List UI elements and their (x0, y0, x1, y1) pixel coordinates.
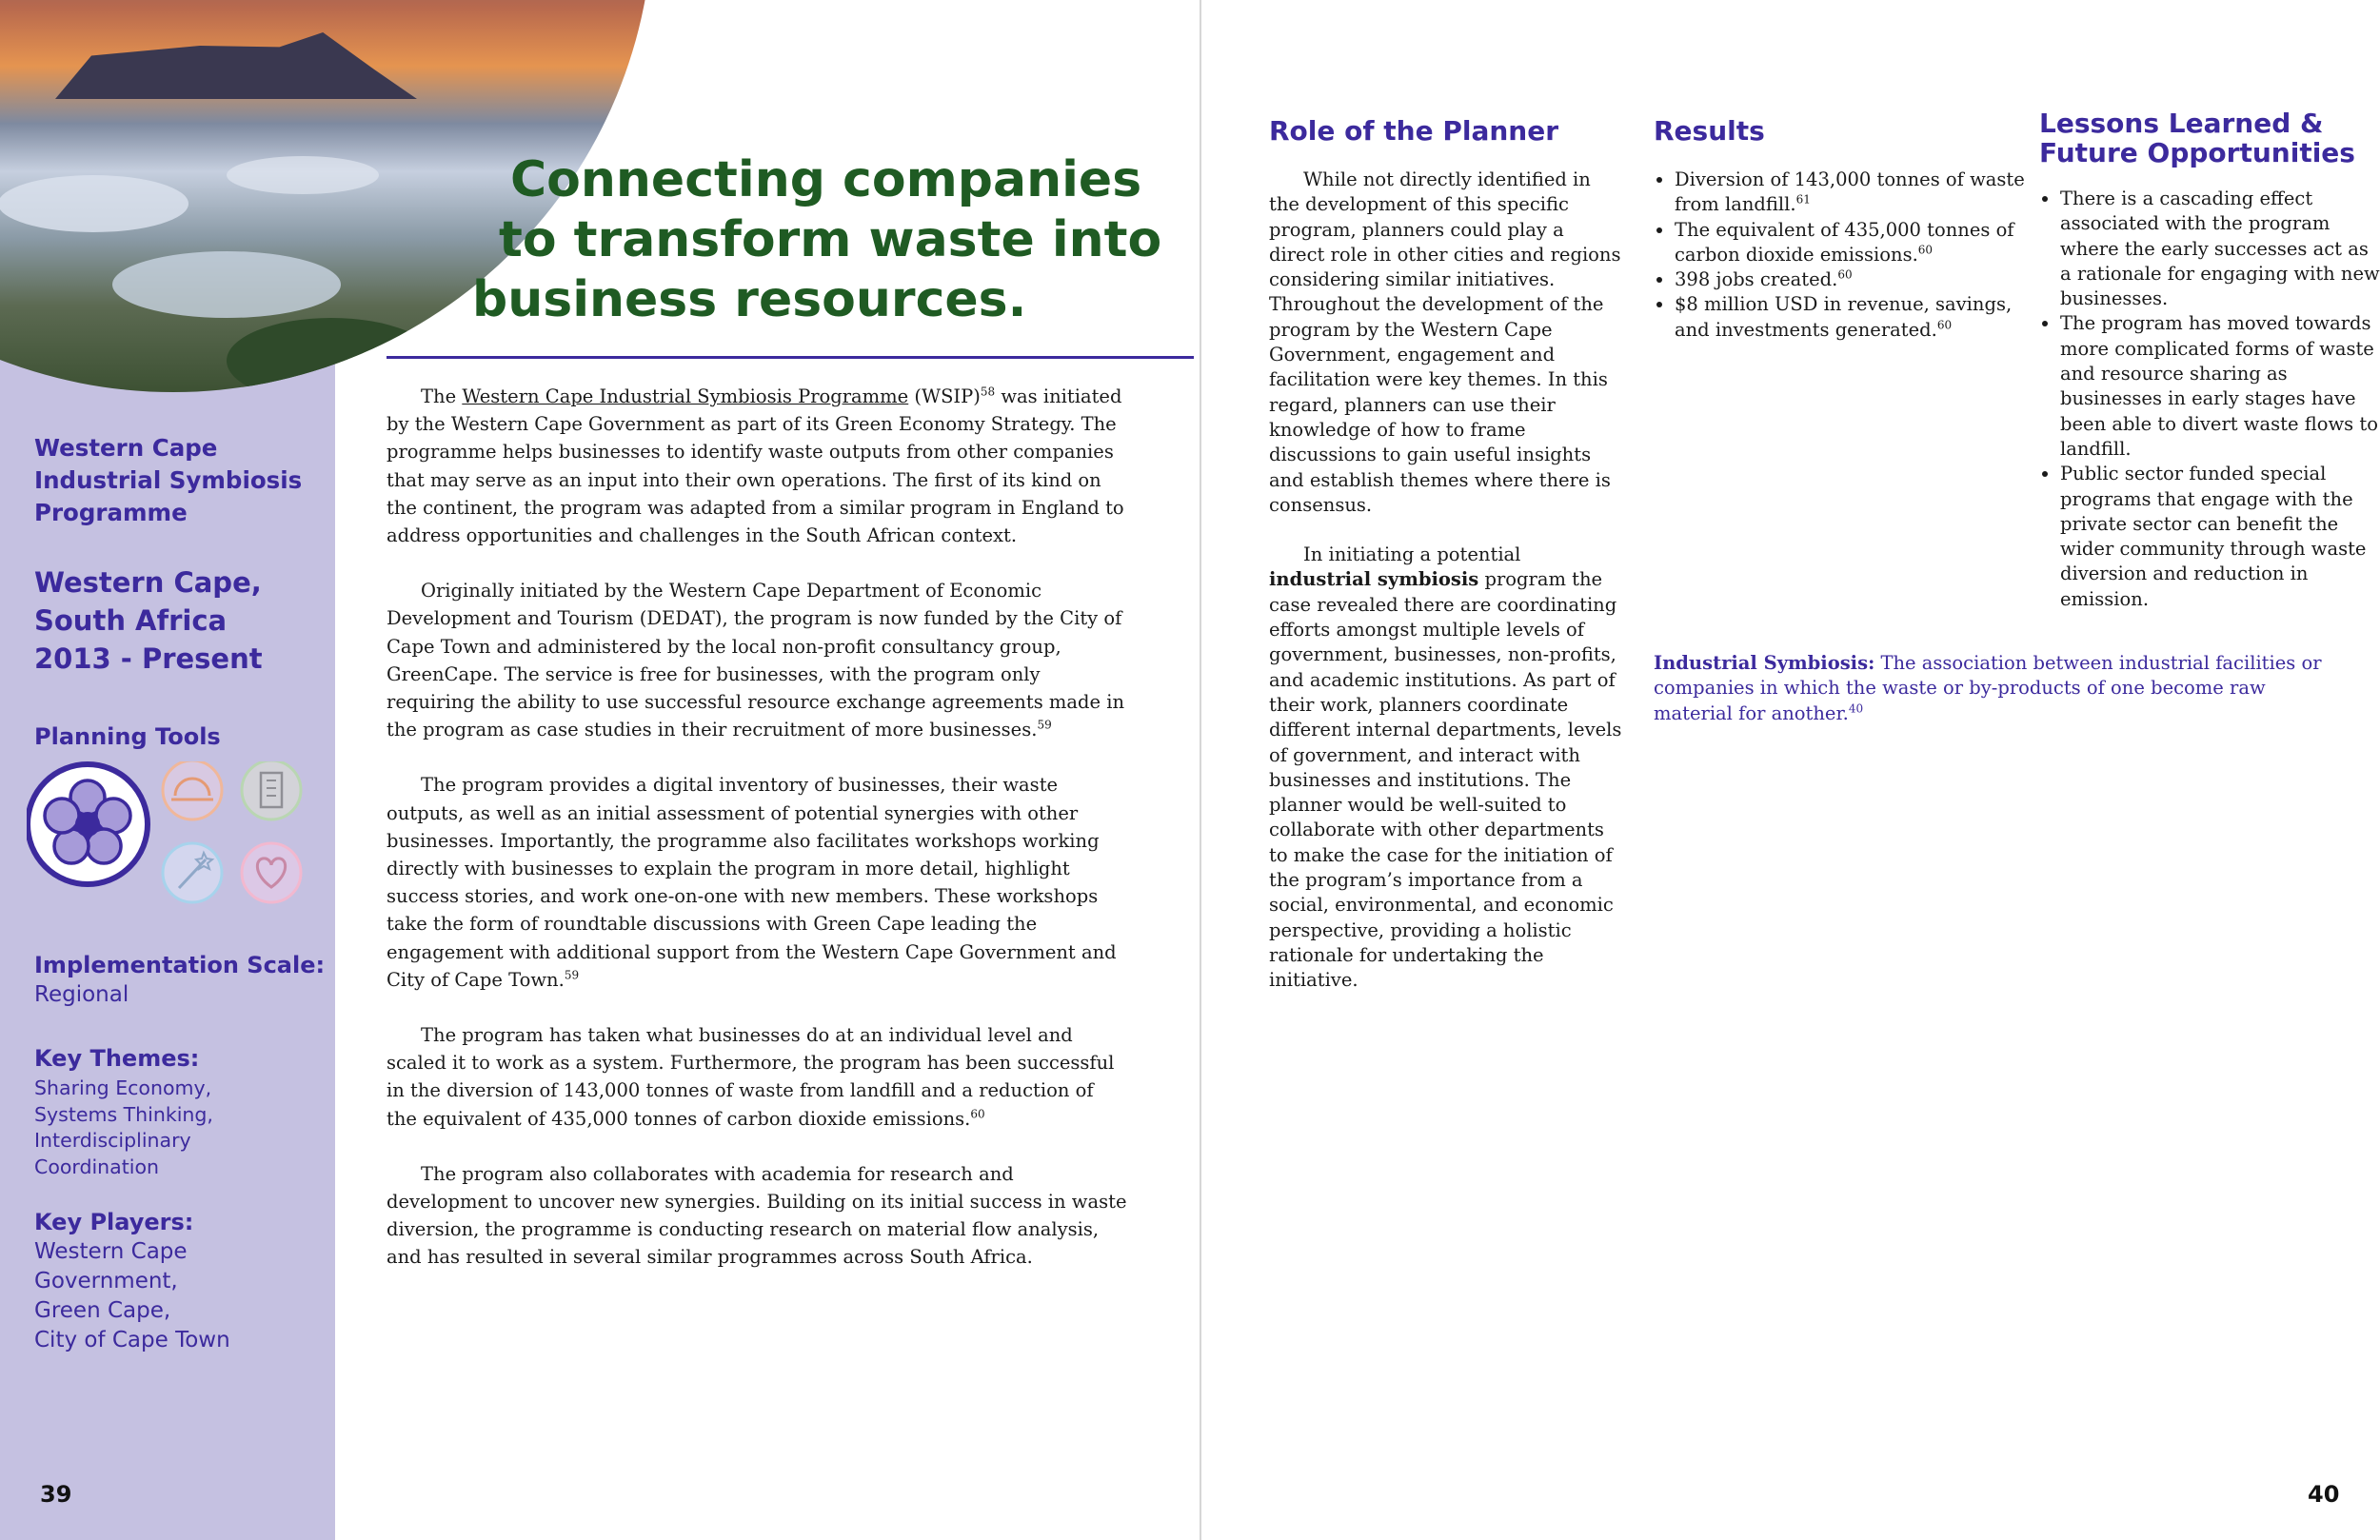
headline-line: to transform waste into (499, 211, 1162, 268)
key-theme: Interdisciplinary (34, 1129, 191, 1152)
magic-wand-icon (163, 843, 222, 902)
planning-tools-label: Planning Tools (34, 723, 221, 750)
key-theme: Systems Thinking, (34, 1102, 213, 1126)
body-paragraph: The Western Cape Industrial Symbiosis Programme (WSIP)$^{58}$ was initiated by the Western Cape Government as part of its Green Economy Strategy. The programme helps businesses to identify waste outputs from other companies that may serve as an input into their own operations. The first of its kind on the continent, the program was adapted from a similar program in England to address opportunities and challenges in the South African context. (387, 385, 1124, 547)
definition-term: Industrial Symbiosis: (1654, 652, 1875, 674)
wetland-shape (227, 318, 436, 392)
case-study-body (387, 383, 1129, 1299)
industrial-symbiosis-definition: Industrial Symbiosis: The association between industrial facilities or companies in which the waste or by-products of one become raw material for another.$^{40}$ (1654, 652, 2322, 724)
lagoon-shape (227, 156, 379, 194)
flower-icon (28, 764, 148, 884)
key-players-list (34, 1237, 230, 1355)
headline-line: business resources. (472, 271, 1027, 328)
key-player: Western Cape (34, 1239, 188, 1264)
results-list (1654, 168, 2027, 343)
page-headline (472, 150, 1177, 330)
lesson-item: • Public sector funded special programs that engage with the private sector can benefit the wider community through waste diversion and reduction in emission. (2060, 462, 2380, 612)
key-themes-list (34, 1076, 213, 1180)
implementation-scale-label: Implementation Scale: (34, 952, 326, 978)
footnote-ref: 59 (1037, 718, 1052, 732)
planning-tools-icons (27, 761, 312, 914)
key-player: City of Cape Town (34, 1328, 230, 1352)
headline-divider (387, 356, 1194, 359)
lagoon-shape (0, 175, 188, 232)
role-of-planner-heading: Role of the Planner (1269, 115, 1559, 147)
result-item: • $8 million USD in revenue, savings, and investments generated.$^{60}$ (1675, 292, 2027, 343)
body-paragraph: The program also collaborates with academia for research and development to uncover new synergies. Building on its initial success in waste diversion, the programme is conducting research on material flow analysis, and has resulted in several similar programmes across South Africa. (387, 1162, 1127, 1269)
role-of-planner-text (1269, 168, 1623, 1018)
lagoon-shape (112, 251, 341, 318)
sunrise-icon (163, 761, 222, 819)
result-item: • Diversion of 143,000 tonnes of waste from landfill.$^{61}$ (1675, 168, 2027, 218)
lesson-item: • The program has moved towards more complicated forms of waste and resource sharing as businesses in early stages have been able to divert waste flows to landfill. (2060, 311, 2380, 462)
footnote-ref: 59 (564, 968, 580, 982)
result-item: • The equivalent of 435,000 tonnes of carbon dioxide emissions.$^{60}$ (1675, 218, 2027, 268)
body-paragraph: The program has taken what businesses do at an individual level and scaled it to work as a system. Furthermore, the program has been successful in the diversion of 143,000 tonnes of waste from landfill and a reduction of the equivalent of 435,000 tonnes of carbon dioxide emissions.$^{60}$ (387, 1024, 1115, 1130)
footnote-ref: 60 (970, 1107, 985, 1121)
programme-location (34, 563, 320, 678)
lessons-list (2039, 187, 2380, 612)
page-number-right: 40 (2308, 1481, 2340, 1508)
role-paragraph: While not directly identified in the development of this specific program, planners could play a direct role in other cities and regions considering similar initiatives. Throughout the development of the program by the Western Cape Government, engagement and facilitation were key themes. In this regard, planners can use their knowledge of how to frame discussions to gain useful insights and establish themes where there is consensus. (1269, 168, 1621, 516)
key-themes-label: Key Themes: (34, 1045, 200, 1072)
footnote-ref: 58 (980, 385, 996, 399)
programme-title: Western Cape Industrial Symbiosis Programme (34, 434, 303, 526)
wsip-link[interactable]: Western Cape Industrial Symbiosis Programme (462, 385, 909, 407)
building-icon (242, 761, 301, 819)
headline-line: Connecting companies (510, 151, 1142, 208)
page-number-left: 39 (40, 1481, 72, 1508)
role-paragraph: In initiating a potential industrial symbiosis program the case revealed there are coordinating efforts amongst multiple levels of government, businesses, non-profits, and academic institutions. As part of their work, planners coordinate different internal departments, levels of government, and interact with businesses and institutions. The planner would be well-suited to collaborate with other departments to make the case for the initiation of the program’s importance from a social, environmental, and economic perspective, providing a holistic rationale for undertaking the initiative. (1269, 543, 1622, 992)
implementation-scale-value: Regional (34, 982, 129, 1007)
results-heading: Results (1654, 115, 1765, 147)
body-paragraph: The program provides a digital inventory of businesses, their waste outputs, as well as an initial assessment of potential synergies with other businesses. Importantly, the programme also facilitates workshops working directly with businesses to explain the program in more detail, highlight success stories, and work one-on-one with new members. These workshops take the form of roundtable discussions with Green Cape leading the engagement with additional support from the Western Cape Government and City of Cape Town.$^{59}$ (387, 774, 1117, 991)
key-player: Government, (34, 1269, 178, 1293)
key-theme: Sharing Economy, (34, 1076, 212, 1099)
lessons-heading: Lessons Learned & Future Opportunities (2039, 108, 2355, 168)
key-players-label: Key Players: (34, 1209, 194, 1235)
years-text: 2013 - Present (34, 642, 263, 675)
page-spine (1200, 0, 1201, 1540)
location-text: Western Cape, South Africa (34, 566, 262, 637)
heart-icon (242, 843, 301, 902)
key-player: Green Cape, (34, 1298, 171, 1323)
key-theme: Coordination (34, 1155, 159, 1178)
table-mountain-silhouette (55, 32, 417, 99)
body-paragraph: Originally initiated by the Western Cape Department of Economic Development and Tourism (DEDAT), the program is now funded by the City of Cape Town and administered by the local non-profit consultancy group, GreenCape. The service is free for businesses, with the program only requiring the ability to use successful resource exchange agreements made in the program as case studies in their recruitment of more businesses.$^{59}$ (387, 580, 1125, 741)
result-item: • 398 jobs created.$^{60}$ (1675, 267, 2027, 292)
lesson-item: • There is a cascading effect associated with the program where the early successes act as a rationale for engaging with new businesses. (2060, 187, 2380, 311)
